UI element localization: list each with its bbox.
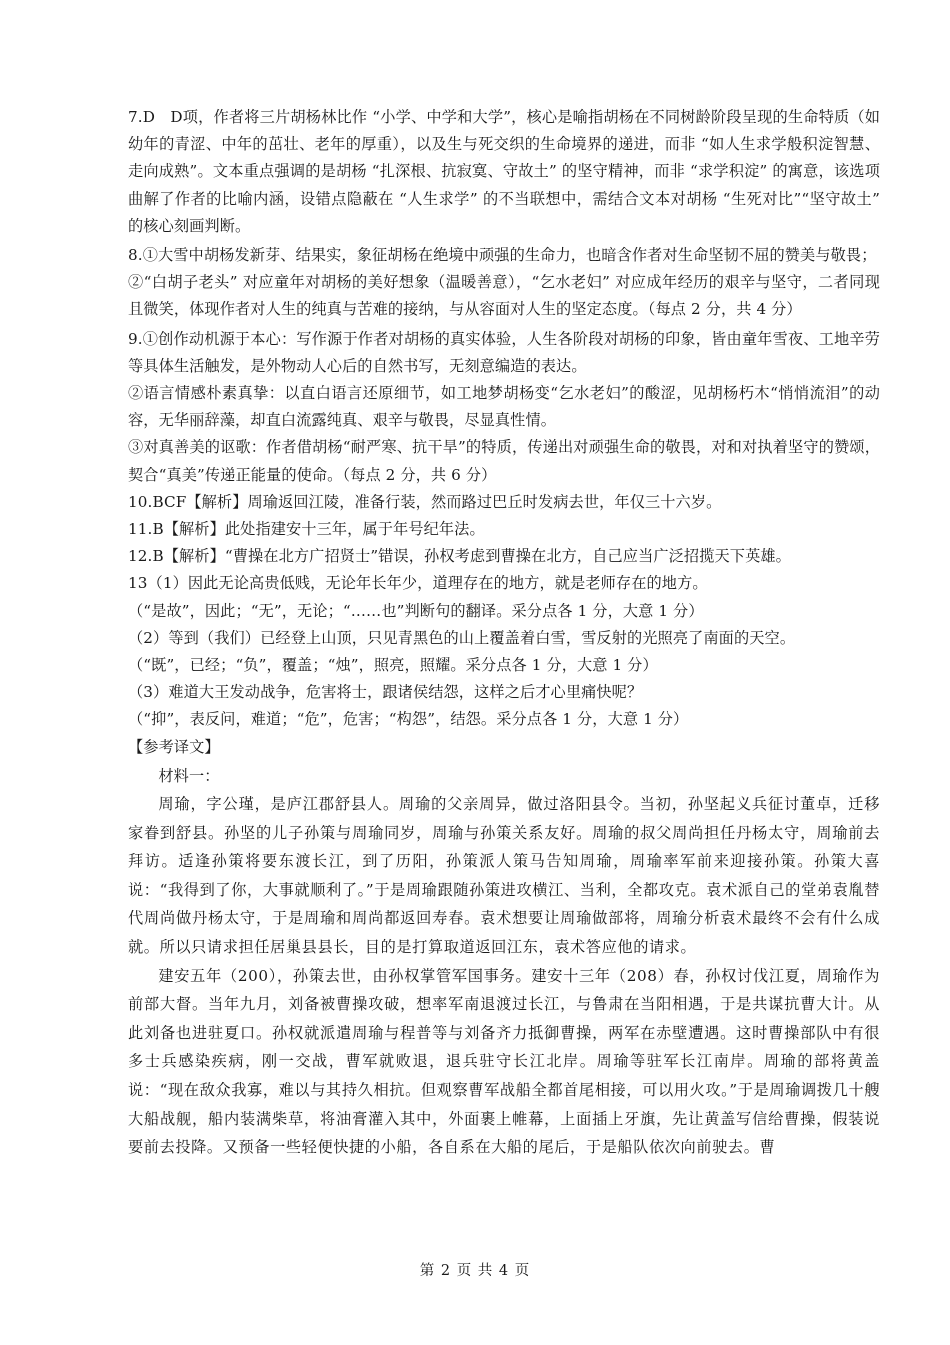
- answer-q13-3: （3）难道大王发动战争，危害将士，跟诸侯结怨，这样之后才心里痛快呢？: [128, 683, 643, 702]
- translation-paragraph-1: 周瑜，字公瑾，是庐江郡舒县人。周瑜的父亲周异，做过洛阳县令。当初，孙坚起义兵征讨董卓，迁移家眷到舒县。孙坚的儿子孙策与周瑜同岁，周瑜与孙策关系友好。周瑜的叔父周尚担任丹杨太守，周瑜前去拜访。适逢孙策将要东渡长江，到了历阳，孙策派人策马告知周瑜，周瑜率军前来迎接孙策。孙策大喜说：“我得到了你，大事就顺利了。”于是周瑜跟随孙策进攻横江、当利，全都攻克。袁术派自己的堂弟袁胤替代周尚做丹杨太守，于是周瑜和周尚都返回寿春。袁术想要让周瑜做部将，周瑜分析袁术最终不会有什么成就。所以只请求担任居巢县县长，目的是打算取道返回江东，袁术答应他的请求。: [128, 795, 880, 957]
- answer-q9-point1: 9.①创作动机源于本心：写作源于作者对胡杨的真实体验，人生各阶段对胡杨的印象，皆由童年雪夜、工地辛劳等具体生活触发，是外物动人心后的自然书写，无刻意编造的表达。: [128, 329, 880, 375]
- answer-q13-2-note: （“既”，已经；“负”，覆盖；“烛”，照亮，照耀。采分点各 1 分，大意 1 分）: [128, 656, 658, 675]
- answer-q13-1-note: （“是故”，因此；“无”，无论；“……也”判断句的翻译。采分点各 1 分，大意 1 分）: [128, 601, 704, 620]
- answer-content: [128, 104, 880, 1162]
- answer-q13-2: （2）等到（我们）已经登上山顶，只见青黑色的山上覆盖着白雪，雪反射的光照亮了南面的天空。: [128, 628, 796, 647]
- answer-q9-point2: ②语言情感朴素真挚：以直白语言还原细节，如工地梦胡杨变“乞水老妇”的酸涩，见胡杨朽木“悄悄流泪”的动容，无华丽辞藻，却直白流露纯真、艰辛与敬畏，尽显真性情。: [128, 384, 880, 430]
- answer-q12: 12.B【解析】“曹操在北方广招贤士”错误，孙权考虑到曹操在北方，自己应当广泛招揽天下英雄。: [128, 547, 791, 566]
- translation-paragraph-2: 建安五年（200），孙策去世，由孙权掌管军国事务。建安十三年（208）春，孙权讨伐江夏，周瑜作为前部大督。当年九月，刘备被曹操攻破，想率军南退渡过长江，与鲁肃在当阳相遇，于是共谋抗曹大计。从此刘备也进驻夏口。孙权就派遣周瑜与程普等与刘备齐力抵御曹操，两军在赤壁遭遇。这时曹操部队中有很多士兵感染疾病，刚一交战，曹军就败退，退兵驻守长江北岸。周瑜等驻军长江南岸。周瑜的部将黄盖说：“现在敌众我寡，难以与其持久相抗。但观察曹军战船全都首尾相接，可以用火攻。”于是周瑜调拨几十艘大船战舰，船内装满柴草，将油膏灌入其中，外面裹上帷幕，上面插上牙旗，先让黄盖写信给曹操，假装说要前去投降。又预备一些轻便快捷的小船，各自系在大船的尾后，于是船队依次向前驶去。曹: [128, 966, 880, 1157]
- answer-q8-point2: ②“白胡子老头” 对应童年对胡杨的美好想象（温暖善意），“乞水老妇” 对应成年经历的艰辛与坚守，二者同现且微笑，体现作者对人生的纯真与苦难的接纳，与从容面对人生的坚定态度。（每点 2 分，共 4 分）: [128, 273, 880, 319]
- answer-q13-1: 13（1）因此无论高贵低贱，无论年长年少，道理存在的地方，就是老师存在的地方。: [128, 574, 708, 593]
- translation-heading: 【参考译文】: [128, 737, 220, 756]
- answer-q7: 7.D D项，作者将三片胡杨林比作 “小学、中学和大学”，核心是喻指胡杨在不同树龄阶段呈现的生命特质（如幼年的青涩、中年的茁壮、老年的厚重），以及生与死交织的生命境界的递进，而非 “如人生求学般积淀智慧、走向成熟”。文本重点强调的是胡杨 “扎深根、抗寂寞、守故土” 的坚守精神，而非 “求学积淀” 的寓意，该选项曲解了作者的比喻内涵，设错点隐蔽在 “人生求学” 的不当联想中，需结合文本对胡杨 “生死对比”“坚守故土” 的核心刻画判断。: [128, 108, 880, 235]
- translation-material-label: 材料一：: [158, 766, 220, 785]
- answer-q10: 10.BCF【解析】周瑜返回江陵，准备行装，然而路过巴丘时发病去世，年仅三十六岁。: [128, 492, 722, 511]
- answer-q11: 11.B【解析】此处指建安十三年，属于年号纪年法。: [128, 520, 485, 539]
- page-number-footer: 第 2 页 共 4 页: [419, 1263, 531, 1279]
- answer-q13-3-note: （“抑”，表反问，难道；“危”，危害；“构怨”，结怨。采分点各 1 分，大意 1 分）: [128, 710, 689, 729]
- answer-q9-point3: ③对真善美的讴歌：作者借胡杨“耐严寒、抗干旱”的特质，传递出对顽强生命的敬畏，对和对执着坚守的赞颂，契合“真美”传递正能量的使命。（每点 2 分，共 6 分）: [128, 438, 880, 484]
- answer-q8-point1: 8.①大雪中胡杨发新芽、结果实，象征胡杨在绝境中顽强的生命力，也暗含作者对生命坚韧不屈的赞美与敬畏；: [128, 246, 877, 265]
